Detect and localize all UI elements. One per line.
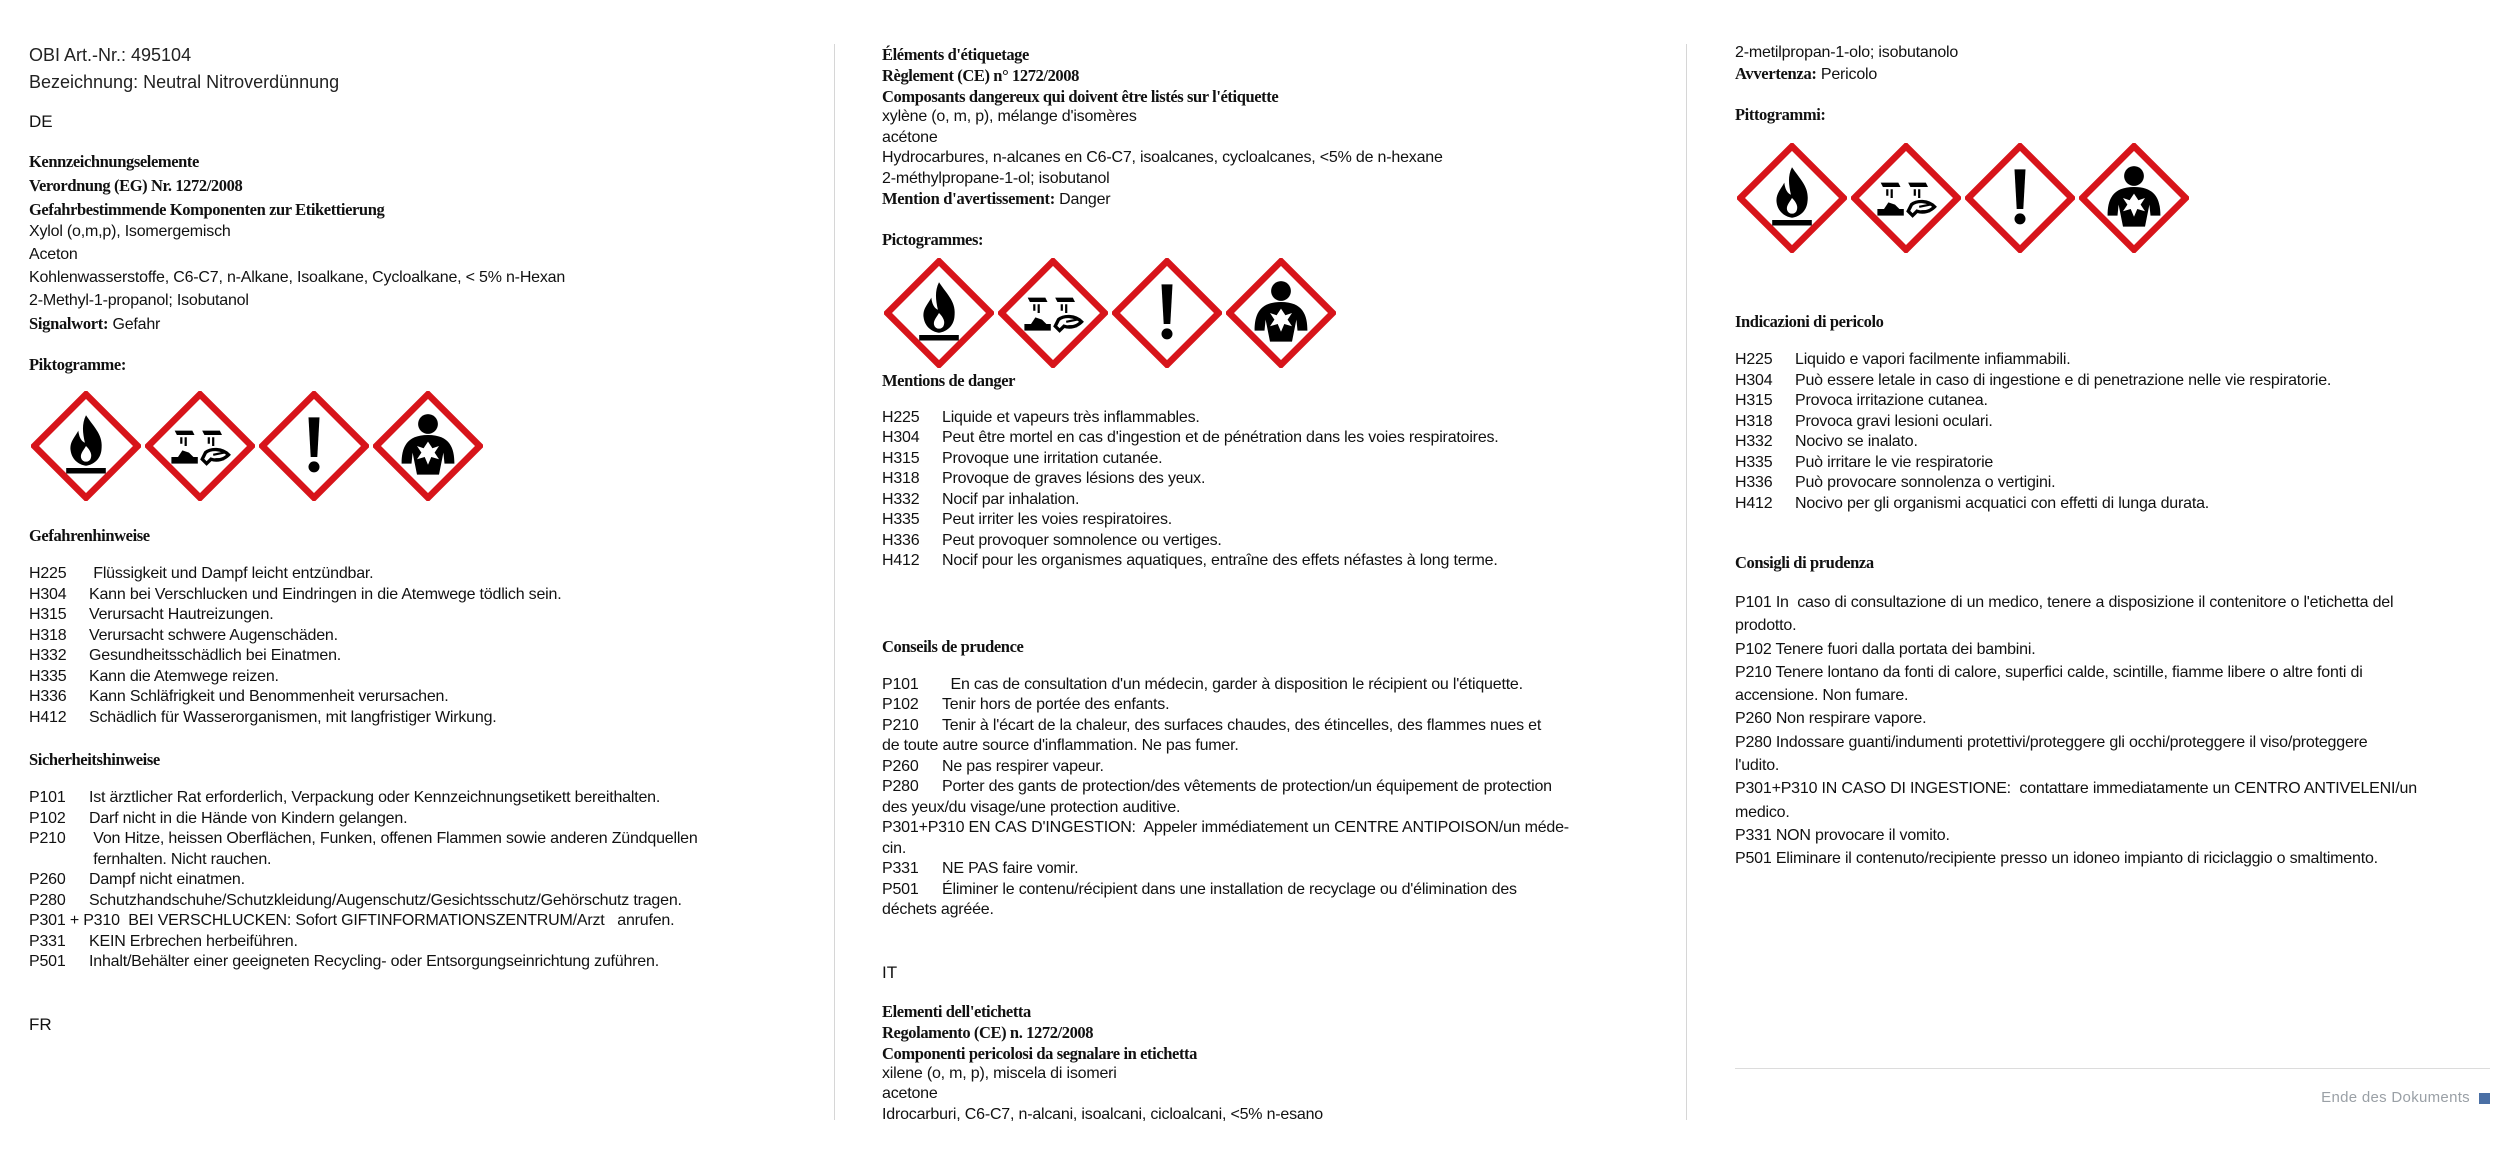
precautionary-statement: P102 Darf nicht in die Hände von Kindern gelangen.: [29, 809, 408, 827]
hazard-statement: H412 Schädlich für Wasserorganismen, mit langfristiger Wirkung.: [29, 708, 497, 726]
flame-icon: [31, 391, 141, 501]
section-title-hazard-statements: Gefahrenhinweise: [29, 526, 150, 545]
section-title-pictograms: Pictogrammes:: [882, 229, 984, 249]
language-marker-fr: FR: [29, 1014, 52, 1034]
flame-icon: [884, 258, 994, 368]
article-number: OBI Art.-Nr.: 495104: [29, 45, 192, 65]
precautionary-statement-continuation: accensione. Non fumare.: [1735, 687, 1909, 705]
section-title-components: Composants dangereux qui doivent être listés sur l'étiquette: [882, 87, 1279, 106]
component-item: 2-metilpropan-1-olo; isobutanolo: [1735, 44, 1959, 61]
component-item: acetone: [882, 1085, 938, 1102]
precautionary-statements-list: [29, 788, 829, 973]
hazard-statement: H304 Può essere letale in caso di ingestione e di penetrazione nelle vie respiratorie.: [1735, 371, 2332, 389]
flame-icon: [1737, 143, 1847, 253]
hazard-statement: H335 Peut irriter les voies respiratoires.: [882, 511, 1173, 528]
signal-word: Signalwort: Gefahr: [29, 314, 161, 333]
hazard-statement: H336 Può provocare sonnolenza o vertigini.: [1735, 474, 2056, 491]
section-title-components-it: Componenti pericolosi da segnalare in etichetta: [882, 1043, 1197, 1063]
component-item: Idrocarburi, C6-C7, n-alcani, isoalcani, cicloalcani, <5% n-esano: [882, 1105, 1324, 1123]
column-divider-1: [834, 44, 835, 1120]
section-title-labelling-it: Elementi dell'etichetta: [882, 1001, 1031, 1021]
component-item: Xylol (o,m,p), Isomergemisch: [29, 223, 231, 240]
hazard-statement: H315 Provoque une irritation cutanée.: [882, 449, 1163, 467]
hazard-statements-list: [29, 564, 829, 728]
section-title-precautionary-statements: Sicherheitshinweise: [29, 750, 160, 769]
precautionary-statement: P102 Tenere fuori dalla portata dei bambini.: [1735, 640, 2036, 658]
hazard-statement: H318 Provoca gravi lesioni oculari.: [1735, 412, 1993, 430]
health-hazard-icon: [373, 391, 483, 501]
precautionary-statement-continuation: l'udito.: [1735, 757, 1780, 775]
precautionary-statement: P210 Von Hitze, heissen Oberflächen, Funken, offenen Flammen sowie anderen Zündquellen: [29, 830, 698, 847]
hazard-statement: H335 Kann die Atemwege reizen.: [29, 667, 279, 685]
column-divider-2: [1686, 44, 1687, 1120]
precautionary-statement: P501 Éliminer le contenu/récipient dans une installation de recyclage ou d'élimination des: [882, 880, 1517, 898]
precautionary-statement: P102 Tenir hors de portée des enfants.: [882, 696, 1170, 713]
health-hazard-icon: [2079, 143, 2189, 253]
section-title-hazard-statements: Mentions de danger: [882, 370, 1016, 390]
precautionary-statement: P280 Porter des gants de protection/des vêtements de protection/un équipement de protection: [882, 778, 1552, 795]
section-title-pictograms: Piktogramme:: [29, 355, 126, 374]
exclamation-mark-icon: [259, 391, 369, 501]
corrosion-icon: [998, 258, 1108, 368]
pictogram-row: [1737, 143, 2495, 253]
hazard-statement: H304 Peut être mortel en cas d'ingestion et de pénétration dans les voies respiratoires.: [882, 429, 1499, 446]
hazard-statement: H412 Nocif pour les organismes aquatiques, entraîne des effets néfastes à long terme.: [882, 552, 1498, 569]
precautionary-statement: P501 Inhalt/Behälter einer geeigneten Recycling- oder Entsorgungseinrichtung zuführen.: [29, 953, 659, 970]
precautionary-statement: P301 + P310 BEI VERSCHLUCKEN: Sofort GIFTINFORMATIONSZENTRUM/Arzt anrufen.: [29, 912, 675, 929]
precautionary-statement: P260 Ne pas respirer vapeur.: [882, 757, 1104, 775]
components-list: [29, 220, 829, 336]
component-item: acétone: [882, 128, 938, 146]
precautionary-statement-continuation: prodotto.: [1735, 617, 1797, 635]
regulation-reference: Verordnung (EG) Nr. 1272/2008: [29, 176, 243, 195]
corrosion-icon: [145, 391, 255, 501]
section-title-labelling: Éléments d'étiquetage: [882, 45, 1029, 64]
precautionary-statement: P331 KEIN Erbrechen herbeiführen.: [29, 932, 298, 950]
component-item: xilene (o, m, p), miscela di isomeri: [882, 1064, 1117, 1082]
end-marker-square: [2479, 1093, 2490, 1104]
component-item: Aceton: [29, 246, 78, 263]
precautionary-statement-continuation: medico.: [1735, 803, 1790, 821]
pictogram-row: [884, 258, 1672, 368]
pictogram-row: [31, 391, 829, 501]
hazard-statement: H332 Gesundheitsschädlich bei Einatmen.: [29, 647, 342, 664]
corrosion-icon: [1851, 143, 1961, 253]
precautionary-statement: P331 NON provocare il vomito.: [1735, 826, 1950, 844]
column-german: [29, 42, 829, 1035]
regulation-reference: Règlement (CE) n° 1272/2008: [882, 66, 1079, 85]
precautionary-statement: P210 Tenir à l'écart de la chaleur, des surfaces chaudes, des étincelles, des flammes nues et: [882, 716, 1542, 734]
section-title-labelling: Kennzeichnungselemente: [29, 152, 199, 171]
components-list: [882, 107, 1672, 211]
hazard-statement: H336 Peut provoquer somnolence ou vertiges.: [882, 531, 1222, 549]
hazard-statement: H336 Kann Schläfrigkeit und Benommenheit verursachen.: [29, 688, 449, 705]
precautionary-statement: P260 Non respirare vapore.: [1735, 710, 1927, 728]
precautionary-statement-continuation: cin.: [882, 839, 907, 857]
section-title-precautionary-statements: Consigli di prudenza: [1735, 553, 1874, 572]
language-marker-it: IT: [882, 962, 898, 982]
precautionary-statement: P501 Eliminare il contenuto/recipiente presso un idoneo impianto di riciclaggio o smaltimento.: [1735, 850, 2378, 868]
section-title-components: Gefahrbestimmende Komponenten zur Etikettierung: [29, 200, 385, 219]
precautionary-statement: P101 En cas de consultation d'un médecin, garder à disposition le récipient ou l'étiquette.: [882, 675, 1523, 693]
signal-word: Avvertenza: Pericolo: [1735, 63, 1878, 83]
end-of-document-label: Ende des Dokuments: [2321, 1089, 2470, 1106]
precautionary-statement-continuation: fernhalten. Nicht rauchen.: [89, 850, 272, 868]
precautionary-statement: P280 Schutzhandschuhe/Schutzkleidung/Augenschutz/Gesichtsschutz/Gehörschutz tragen.: [29, 891, 682, 909]
hazard-statements-list: [882, 408, 1672, 572]
precautionary-statement-continuation: de toute autre source d'inflammation. Ne pas fumer.: [882, 737, 1239, 754]
hazard-statement: H225 Liquide et vapeurs très inflammables.: [882, 408, 1200, 426]
precautionary-statement: P101 Ist ärztlicher Rat erforderlich, Verpackung oder Kennzeichnungsetikett bereithalten.: [29, 789, 661, 806]
product-designation: Bezeichnung: Neutral Nitroverdünnung: [29, 72, 340, 92]
exclamation-mark-icon: [1965, 143, 2075, 253]
section-title-precautionary-statements: Conseils de prudence: [882, 636, 1024, 656]
components-list-it: [882, 1064, 1672, 1126]
precautionary-statement: P301+P310 EN CAS D'INGESTION: Appeler immédiatement un CENTRE ANTIPOISON/un méde-: [882, 819, 1569, 836]
hazard-statement: H318 Verursacht schwere Augenschäden.: [29, 626, 338, 644]
hazard-statement: H225 Flüssigkeit und Dampf leicht entzündbar.: [29, 565, 374, 582]
hazard-statement: H332 Nocivo se inalato.: [1735, 433, 1918, 450]
precautionary-statement: P260 Dampf nicht einatmen.: [29, 871, 245, 888]
signal-word: Mention d'avertissement: Danger: [882, 189, 1111, 208]
precautionary-statement: P331 NE PAS faire vomir.: [882, 860, 1079, 877]
hazard-statement: H315 Verursacht Hautreizungen.: [29, 606, 274, 623]
component-item: xylène (o, m, p), mélange d'isomères: [882, 108, 1137, 125]
column-french: [882, 44, 1672, 1125]
component-item: Hydrocarbures, n-alcanes en C6-C7, isoalcanes, cycloalcanes, <5% de n-hexane: [882, 149, 1443, 166]
precautionary-statement-continuation: déchets agréée.: [882, 901, 994, 918]
health-hazard-icon: [1226, 258, 1336, 368]
component-item: 2-Methyl-1-propanol; Isobutanol: [29, 292, 249, 309]
precautionary-statement: P101 In caso di consultazione di un medico, tenere a disposizione il contenitore o l'etichetta del: [1735, 594, 2394, 611]
hazard-statement: H412 Nocivo per gli organismi acquatici con effetti di lunga durata.: [1735, 494, 2210, 512]
precautionary-statements-list: [1735, 591, 2495, 871]
hazard-statement: H335 Può irritare le vie respiratorie: [1735, 453, 1994, 471]
hazard-statement: H318 Provoque de graves lésions des yeux.: [882, 470, 1206, 487]
section-title-hazard-statements: Indicazioni di pericolo: [1735, 312, 1884, 331]
hazard-statement: H332 Nocif par inhalation.: [882, 490, 1080, 508]
component-item: 2-méthylpropane-1-ol; isobutanol: [882, 169, 1110, 187]
regulation-reference-it: Regolamento (CE) n. 1272/2008: [882, 1022, 1094, 1042]
hazard-statement: H315 Provoca irritazione cutanea.: [1735, 392, 1988, 409]
column-italian: [1735, 43, 2495, 871]
precautionary-statement: P210 Tenere lontano da fonti di calore, superfici calde, scintille, fiamme libere o altre fonti di: [1735, 663, 2363, 681]
precautionary-statement: P301+P310 IN CASO DI INGESTIONE: contattare immediatamente un CENTRO ANTIVELENI/un: [1735, 780, 2417, 798]
hazard-statement: H225 Liquido e vapori facilmente infiammabili.: [1735, 351, 2071, 368]
precautionary-statement-continuation: des yeux/du visage/une protection auditive.: [882, 798, 1181, 816]
precautionary-statement: P280 Indossare guanti/indumenti protettivi/proteggere gli occhi/proteggere il viso/proteggere: [1735, 733, 2368, 751]
component-item: Kohlenwasserstoffe, C6-C7, n-Alkane, Isoalkane, Cycloalkane, < 5% n-Hexan: [29, 269, 566, 286]
hazard-statements-list: [1735, 350, 2495, 514]
hazard-statement: H304 Kann bei Verschlucken und Eindringen in die Atemwege tödlich sein.: [29, 585, 562, 603]
section-title-pictograms: Pittogrammi:: [1735, 105, 1826, 124]
end-of-document-footer: [1735, 1068, 2490, 1106]
precautionary-statements-list: [882, 675, 1672, 921]
exclamation-mark-icon: [1112, 258, 1222, 368]
language-marker-de: DE: [29, 112, 53, 131]
